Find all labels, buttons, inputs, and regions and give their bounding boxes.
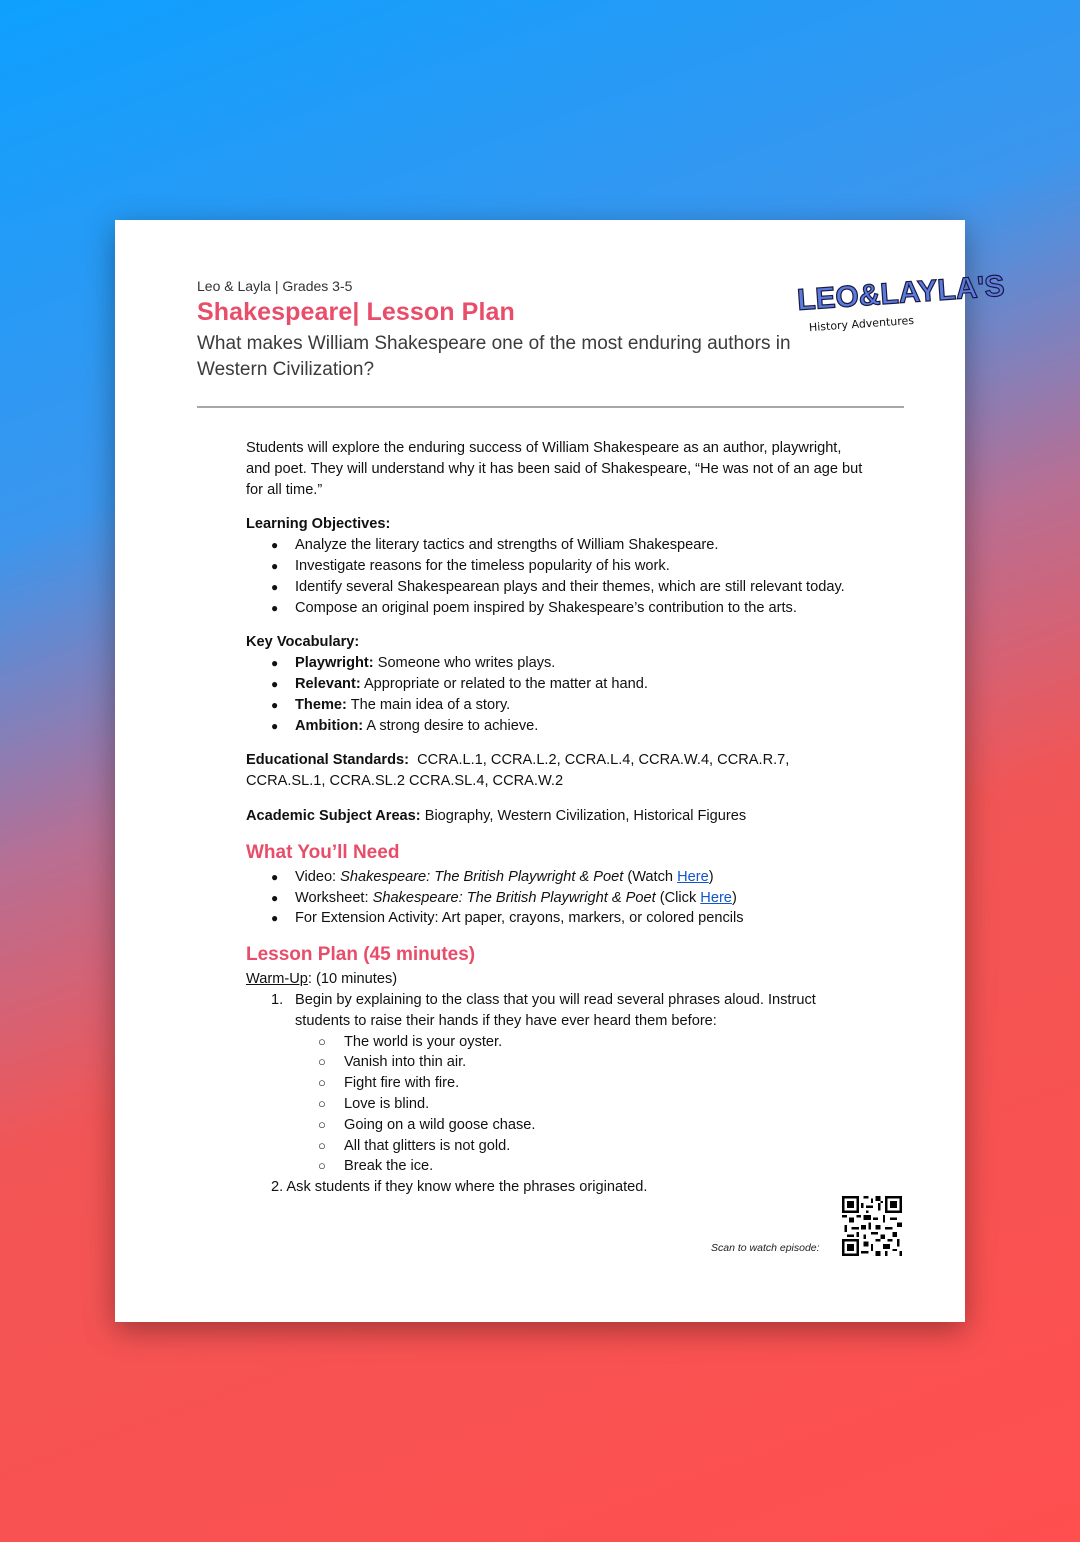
- logo-main-text: LEO&LAYLA'S: [796, 269, 1006, 318]
- list-item: [246, 867, 866, 888]
- brand-line: Leo & Layla | Grades 3-5: [197, 278, 353, 294]
- lesson-content: [246, 438, 866, 1198]
- step-item: [246, 990, 866, 1177]
- list-item: ○ Fight fire with fire.: [295, 1073, 866, 1094]
- list-item: [246, 653, 866, 674]
- qr-code-icon[interactable]: [842, 1196, 902, 1256]
- list-item: ● Identify several Shakespearean plays and their themes, which are still relevant today.: [246, 577, 866, 598]
- vocab-definition: The main idea of a story.: [346, 696, 511, 713]
- what-you-need-heading: What You’ll Need: [246, 841, 400, 863]
- phrases-list: [295, 1032, 866, 1178]
- scan-caption: Scan to watch episode:: [711, 1242, 820, 1254]
- item-prefix: Video:: [295, 868, 341, 885]
- video-title: Shakespeare: The British Playwright & Poet: [340, 868, 624, 885]
- vocab-definition: Appropriate or related to the matter at hand.: [360, 675, 648, 692]
- list-item: ● Analyze the literary tactics and strengths of William Shakespeare.: [246, 535, 866, 556]
- list-item: ● Investigate reasons for the timeless popularity of his work.: [246, 556, 866, 577]
- list-item: [246, 888, 866, 909]
- vocab-definition: Someone who writes plays.: [373, 655, 556, 672]
- standards-label: Educational Standards:: [246, 752, 409, 769]
- list-item: ○ All that glitters is not gold.: [295, 1136, 866, 1157]
- item-text: (Watch: [623, 868, 678, 885]
- item-text: ): [731, 889, 737, 906]
- warmup-time: : (10 minutes): [307, 971, 398, 988]
- vocab-term: Ambition:: [295, 717, 364, 734]
- vocab-term: Playwright:: [295, 655, 374, 672]
- list-item: ○ Going on a wild goose chase.: [295, 1115, 866, 1136]
- list-item: ● For Extension Activity: Art paper, crayons, markers, or colored pencils: [246, 908, 866, 929]
- item-prefix: Worksheet:: [295, 889, 373, 906]
- step-text: Begin by explaining to the class that you will read several phrases aloud. Instruct students to raise their hands if they have ever heard them before:: [295, 991, 816, 1029]
- subjects-value: Biography, Western Civilization, Historical Figures: [420, 807, 747, 824]
- standards-value: CCRA.L.1, CCRA.L.2, CCRA.L.4, CCRA.W.4, CCRA.R.7, CCRA.SL.1, CCRA.SL.2 CCRA.SL.4, CCRA.W.2: [246, 752, 794, 790]
- guiding-question: What makes William Shakespeare one of the most enduring authors in Western Civilization?: [197, 333, 791, 380]
- lesson-plan-heading: Lesson Plan (45 minutes): [246, 944, 476, 966]
- intro-paragraph: Students will explore the enduring success of William Shakespeare as an author, playwright, and poet. They will understand why it has been said of Shakespeare, “He was not of an age but for all time.”: [246, 440, 863, 498]
- document-header: [197, 278, 817, 383]
- page-title: Shakespeare| Lesson Plan: [197, 298, 515, 326]
- vocabulary-list: [246, 653, 866, 736]
- leo-layla-logo: [795, 266, 1006, 338]
- vocab-term: Theme:: [295, 696, 347, 713]
- list-item: [246, 674, 866, 695]
- watch-video-link[interactable]: Here: [677, 868, 709, 885]
- vocab-definition: A strong desire to achieve.: [363, 717, 539, 734]
- step-number: 1.: [271, 991, 284, 1008]
- objectives-label: Learning Objectives:: [246, 516, 391, 533]
- worksheet-title: Shakespeare: The British Playwright & Poet: [372, 889, 656, 906]
- warmup-label: Warm-Up: [246, 971, 308, 988]
- standards-paragraph: [246, 750, 866, 792]
- materials-list: [246, 867, 866, 929]
- lesson-plan-page: [115, 220, 1006, 1322]
- header-divider: [197, 406, 904, 408]
- item-text: (Click: [655, 889, 701, 906]
- worksheet-link[interactable]: Here: [700, 889, 732, 906]
- list-item: [246, 716, 866, 737]
- logo-sub-text: History Adventures: [808, 313, 915, 335]
- warmup-steps: [246, 990, 866, 1177]
- step-item: 2. Ask students if they know where the phrases originated.: [271, 1179, 648, 1196]
- vocabulary-label: Key Vocabulary:: [246, 634, 360, 651]
- list-item: ○ The world is your oyster.: [295, 1032, 866, 1053]
- subjects-label: Academic Subject Areas:: [246, 807, 421, 824]
- subjects-paragraph: [246, 806, 866, 827]
- objectives-list: [246, 535, 866, 618]
- list-item: ○ Love is blind.: [295, 1094, 866, 1115]
- item-text: ): [708, 868, 714, 885]
- list-item: [246, 695, 866, 716]
- list-item: ○ Vanish into thin air.: [295, 1052, 866, 1073]
- list-item: ○ Break the ice.: [295, 1156, 866, 1177]
- warmup-line: [246, 969, 866, 990]
- list-item: ● Compose an original poem inspired by Shakespeare’s contribution to the arts.: [246, 598, 866, 619]
- vocab-term: Relevant:: [295, 675, 361, 692]
